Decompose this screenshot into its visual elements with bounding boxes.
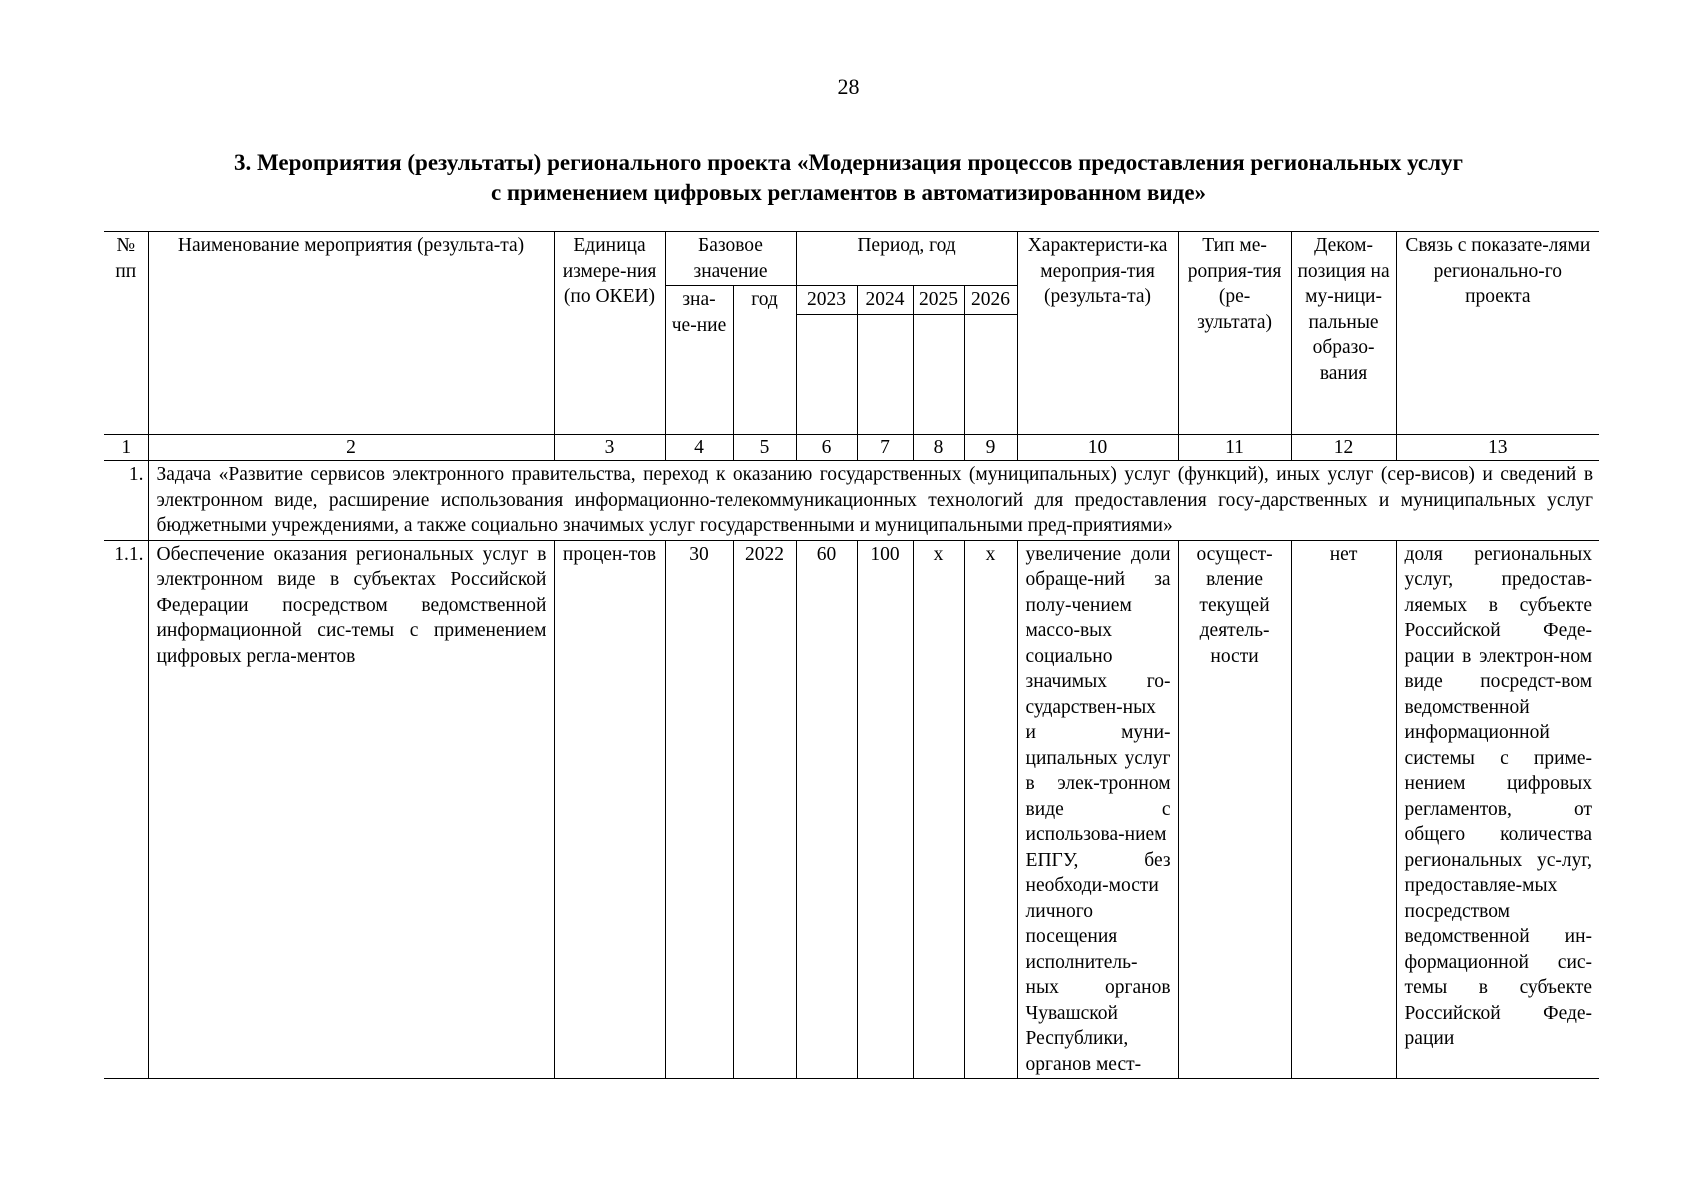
column-number: 9 bbox=[964, 434, 1017, 461]
header-year-2026-blank bbox=[964, 314, 1017, 434]
row-value-2026: х bbox=[964, 540, 1017, 1079]
header-year-2023-blank bbox=[796, 314, 857, 434]
header-decomposition: Деком-позиция на му-ници-пальные образо-вания bbox=[1291, 232, 1396, 435]
activities-table bbox=[104, 231, 1599, 1079]
column-number: 4 bbox=[665, 434, 733, 461]
column-numbers-row bbox=[104, 434, 1599, 461]
column-number: 10 bbox=[1017, 434, 1178, 461]
row-base-year: 2022 bbox=[733, 540, 796, 1079]
column-number: 3 bbox=[554, 434, 665, 461]
header-row-1 bbox=[104, 232, 1599, 286]
row-decomposition: нет bbox=[1291, 540, 1396, 1079]
row-value-2023: 60 bbox=[796, 540, 857, 1079]
column-number: 1 bbox=[104, 434, 148, 461]
column-number: 6 bbox=[796, 434, 857, 461]
header-name: Наименование мероприятия (результа-та) bbox=[148, 232, 554, 435]
column-number: 5 bbox=[733, 434, 796, 461]
header-base-year: год bbox=[733, 286, 796, 435]
header-base-value: зна-че-ние bbox=[665, 286, 733, 435]
column-number: 11 bbox=[1178, 434, 1291, 461]
header-num: № пп bbox=[104, 232, 148, 435]
header-characteristic: Характеристи-ка мероприя-тия (результа-та) bbox=[1017, 232, 1178, 435]
header-year-2026: 2026 bbox=[964, 286, 1017, 315]
header-year-2025: 2025 bbox=[913, 286, 964, 315]
row-value-2025: х bbox=[913, 540, 964, 1079]
row-base-value: 30 bbox=[665, 540, 733, 1079]
row-unit: процен-тов bbox=[554, 540, 665, 1079]
row-characteristic: увеличение доли обраще-ний за полу-чением массо-вых социально значимых го-сударствен-ных и муни-ципальных услуг в элек-тронном виде с использова-нием ЕПГУ, без необходи-мости личного посещения исполнитель-ных органов Чувашской Республики, органов мест- bbox=[1017, 540, 1178, 1079]
column-number: 7 bbox=[857, 434, 913, 461]
document-title-line-1: 3. Мероприятия (результаты) регионального проекта «Модернизация процессов предоставления региональных услуг bbox=[234, 150, 1463, 175]
task-row bbox=[104, 461, 1599, 541]
header-period: Период, год bbox=[796, 232, 1017, 286]
row-type: осущест-вление текущей деятель-ности bbox=[1178, 540, 1291, 1079]
header-base: Базовое значение bbox=[665, 232, 796, 286]
row-name: Обеспечение оказания региональных услуг в электронном виде в субъектах Российской Федерации посредством ведомственной информационной сис-темы с применением цифровых регла-ментов bbox=[148, 540, 554, 1079]
header-year-2024: 2024 bbox=[857, 286, 913, 315]
row-value-2024: 100 bbox=[857, 540, 913, 1079]
column-number: 12 bbox=[1291, 434, 1396, 461]
table-row bbox=[104, 540, 1599, 1079]
document-title bbox=[100, 148, 1597, 208]
row-num: 1.1. bbox=[104, 540, 148, 1079]
header-year-2023: 2023 bbox=[796, 286, 857, 315]
column-number: 8 bbox=[913, 434, 964, 461]
header-unit: Единица измере-ния (по ОКЕИ) bbox=[554, 232, 665, 435]
row-link: доля региональных услуг, предостав-ляемых в субъекте Российской Феде-рации в электрон-ном виде посредст-вом ведомственной информационной системы с приме-нением цифровых регламентов, от общего количества региональных ус-луг, предоставляе-мых посредством ведомственной ин-формационной сис-темы в субъекте Российской Феде-рации bbox=[1396, 540, 1599, 1079]
task-text: Задача «Развитие сервисов электронного правительства, переход к оказанию государственных (муниципальных) услуг (функций), иных услуг (сер-висов) и сведений в электронном виде, расширение использования информационно-телекоммуникационных технологий для предоставления госу-дарственных и муниципальных услуг бюджетными учреждениями, а также социально значимых услуг государственными и муниципальными пред-приятиями» bbox=[148, 461, 1599, 541]
page-number: 28 bbox=[837, 74, 860, 99]
document-title-line-2: с применением цифровых регламентов в автоматизированном виде» bbox=[490, 180, 1207, 205]
column-number: 13 bbox=[1396, 434, 1599, 461]
header-link: Связь с показате-лями регионально-го проекта bbox=[1396, 232, 1599, 435]
header-year-2025-blank bbox=[913, 314, 964, 434]
header-year-2024-blank bbox=[857, 314, 913, 434]
header-type: Тип ме-роприя-тия (ре-зультата) bbox=[1178, 232, 1291, 435]
column-number: 2 bbox=[148, 434, 554, 461]
task-num: 1. bbox=[104, 461, 148, 541]
